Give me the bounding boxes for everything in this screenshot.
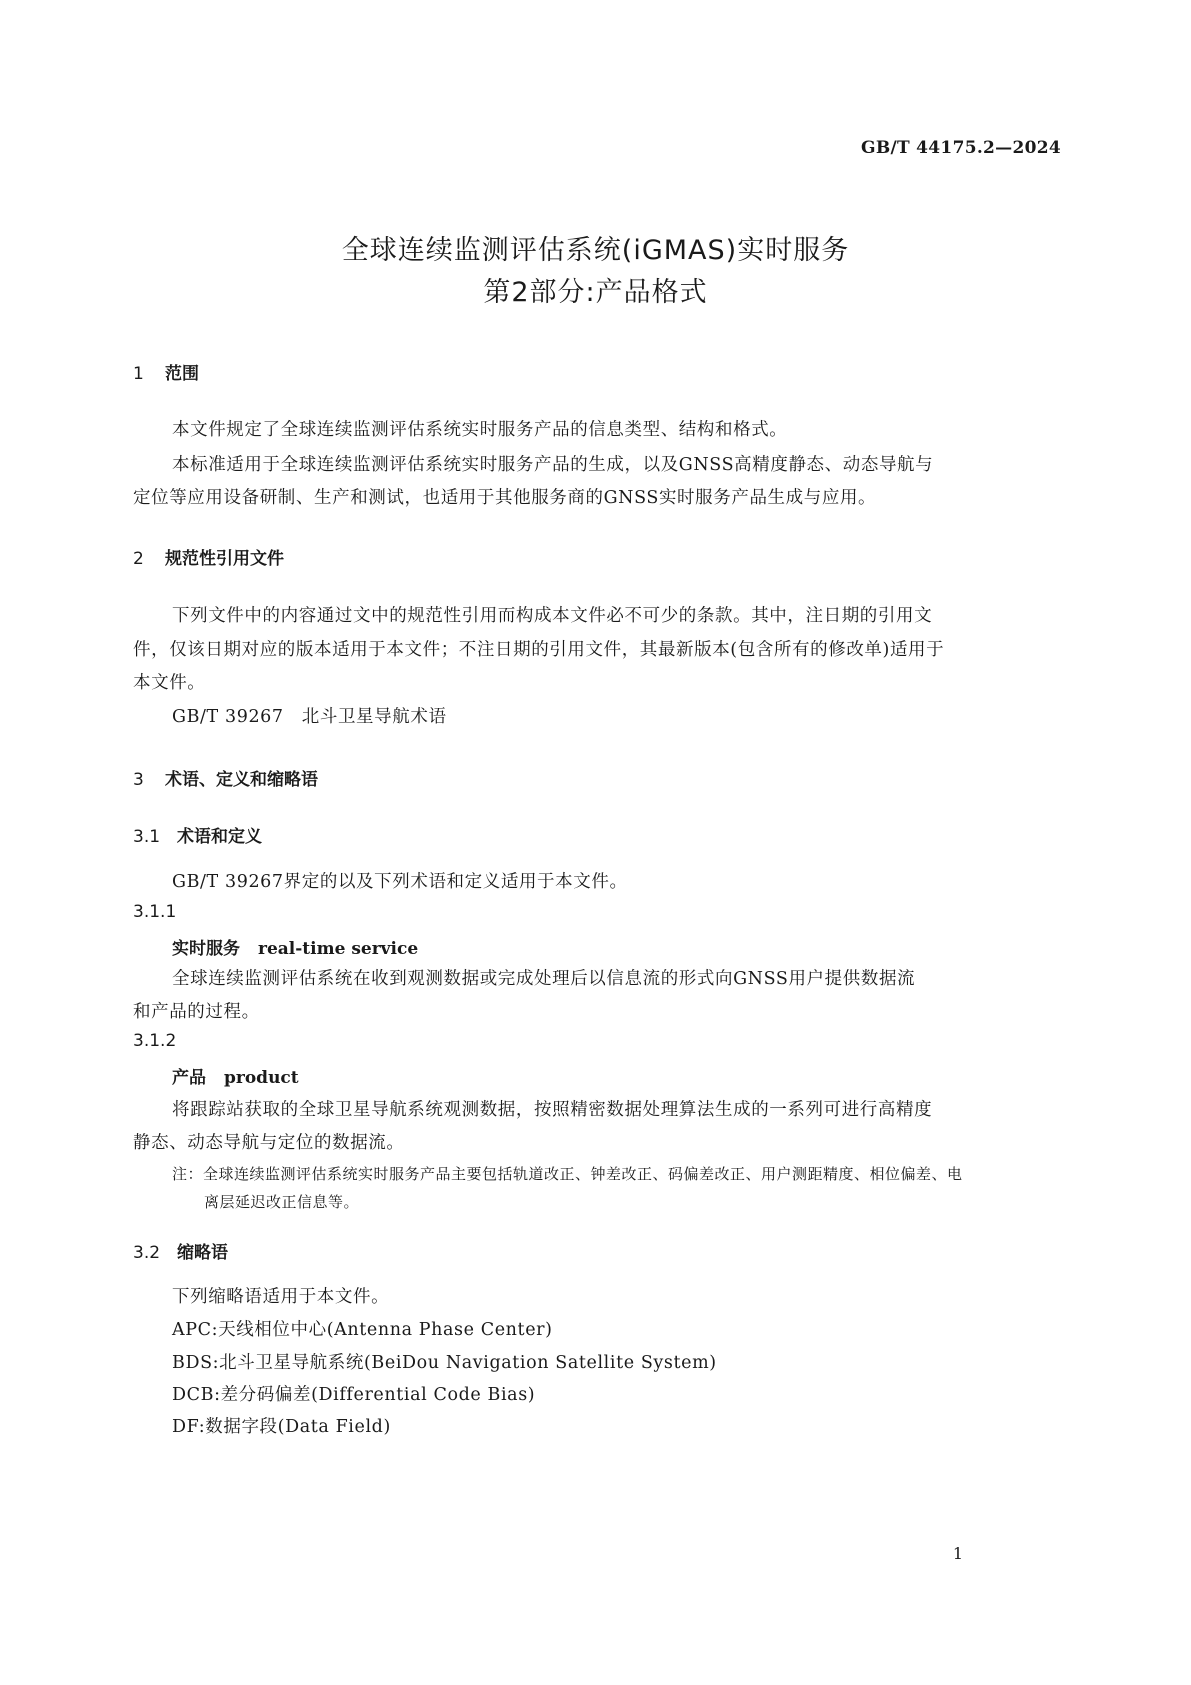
section-title: 术语、定义和缩略语 (165, 770, 318, 790)
term-entry (172, 934, 418, 959)
paragraph: GB/T 39267界定的以及下列术语和定义适用于本文件。 (172, 872, 628, 892)
document-title-line1: 全球连续监测评估系统(iGMAS)实时服务 (341, 235, 850, 266)
abbreviation: APC:天线相位中心(Antenna Phase Center) (172, 1320, 553, 1340)
definition: 全球连续监测评估系统在收到观测数据或完成处理后以信息流的形式向GNSS用户提供数据流 (172, 969, 916, 989)
paragraph: 本标准适用于全球连续监测评估系统实时服务产品的生成，以及GNSS高精度静态、动态导航与 (172, 455, 934, 475)
section-3-1-heading (133, 822, 262, 847)
section-2-heading (133, 544, 284, 569)
abbreviation: DF:数据字段(Data Field) (172, 1417, 391, 1437)
section-number: 3.2 (133, 1243, 161, 1263)
section-number: 2 (133, 549, 144, 569)
page-number: 1 (952, 1544, 963, 1563)
paragraph: 下列文件中的内容通过文中的规范性引用而构成本文件必不可少的条款。其中，注日期的引用文 (172, 606, 933, 626)
section-1-heading (133, 359, 199, 384)
abbreviation: BDS:北斗卫星导航系统(BeiDou Navigation Satellite System) (172, 1353, 717, 1373)
definition: 将跟踪站获取的全球卫星导航系统观测数据，按照精密数据处理算法生成的一系列可进行高精度 (172, 1100, 933, 1120)
section-number: 1 (133, 364, 144, 384)
definition: 和产品的过程。 (133, 1002, 260, 1022)
section-title: 术语和定义 (177, 827, 262, 847)
section-3-2-heading (133, 1238, 228, 1263)
normative-reference: GB/T 39267 北斗卫星导航术语 (172, 707, 447, 727)
document-title-line2: 第2部分:产品格式 (483, 277, 708, 308)
section-number: 3 (133, 770, 144, 790)
paragraph: 本文件规定了全球连续监测评估系统实时服务产品的信息类型、结构和格式。 (172, 420, 788, 440)
term-chinese: 产品 (172, 1068, 206, 1088)
section-title: 缩略语 (177, 1243, 228, 1263)
definition: 静态、动态导航与定位的数据流。 (133, 1133, 405, 1153)
paragraph: 定位等应用设备研制、生产和测试，也适用于其他服务商的GNSS实时服务产品生成与应用。 (133, 488, 877, 508)
section-number: 3.1 (133, 827, 161, 847)
note: 注：全球连续监测评估系统实时服务产品主要包括轨道改正、钟差改正、码偏差改正、用户测距精度、相位偏差、电 (172, 1165, 963, 1183)
paragraph: 件，仅该日期对应的版本适用于本文件；不注日期的引用文件，其最新版本(包含所有的修改单)适用于 (133, 640, 945, 660)
term-chinese: 实时服务 (172, 939, 240, 959)
paragraph: 本文件。 (133, 673, 206, 693)
term-entry (172, 1063, 299, 1088)
section-3-heading (133, 765, 318, 790)
term-english: real-time service (258, 939, 419, 959)
note: 离层延迟改正信息等。 (204, 1193, 360, 1211)
section-title: 范围 (165, 364, 199, 384)
section-title: 规范性引用文件 (165, 549, 284, 569)
abbreviation: DCB:差分码偏差(Differential Code Bias) (172, 1385, 536, 1405)
term-number: 3.1.2 (133, 1031, 177, 1051)
term-number: 3.1.1 (133, 902, 177, 922)
term-english: product (224, 1068, 299, 1088)
standard-code: GB/T 44175.2—2024 (861, 138, 1061, 158)
paragraph: 下列缩略语适用于本文件。 (172, 1287, 390, 1307)
